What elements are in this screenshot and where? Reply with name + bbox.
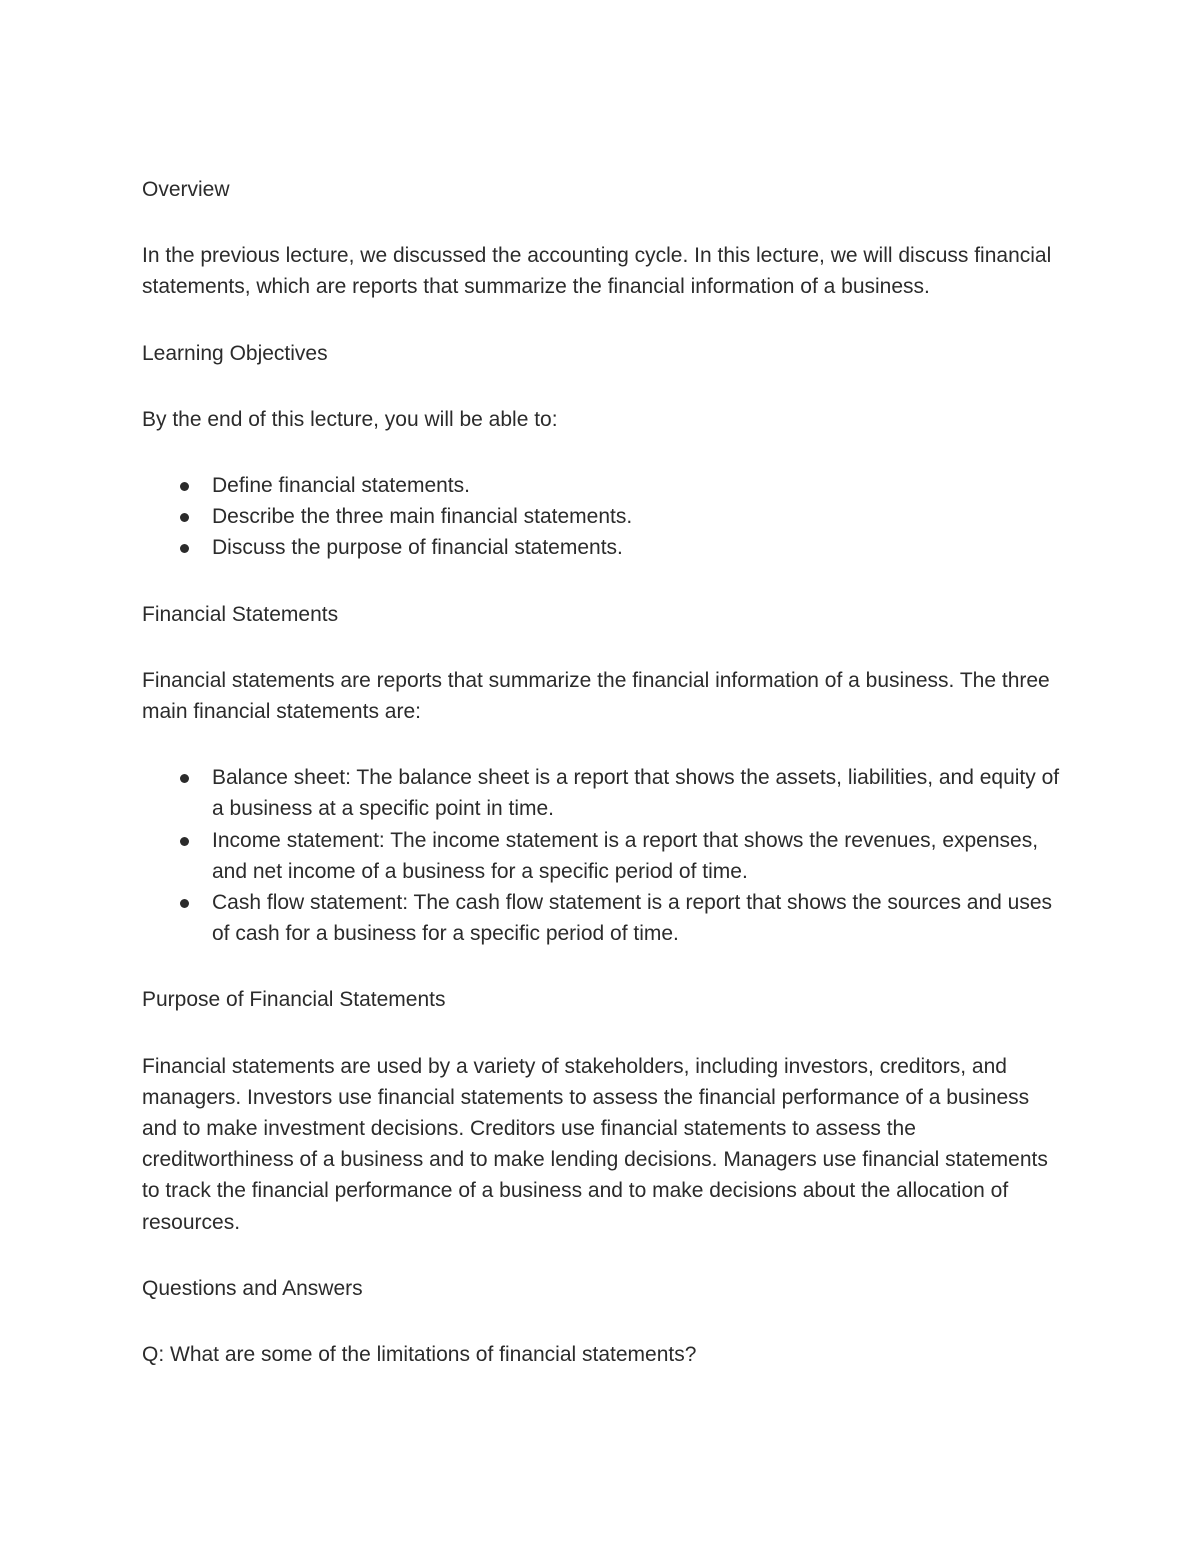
objective-item: Describe the three main financial statements. bbox=[212, 501, 1062, 532]
qa-heading: Questions and Answers bbox=[142, 1276, 363, 1300]
objectives-list bbox=[142, 470, 1062, 564]
objective-item: Discuss the purpose of financial statements. bbox=[212, 532, 1062, 563]
qa-question: Q: What are some of the limitations of financial statements? bbox=[142, 1343, 697, 1367]
statement-item-income-statement: Income statement: The income statement is a report that shows the revenues, expenses, and net income of a business for a specific period of time. bbox=[212, 825, 1062, 887]
overview-paragraph: In the previous lecture, we discussed the accounting cycle. In this lecture, we will discuss financial statements, which are reports that summarize the financial information of a business. bbox=[142, 244, 1052, 299]
statement-item-balance-sheet: Balance sheet: The balance sheet is a report that shows the assets, liabilities, and equity of a business at a specific point in time. bbox=[212, 762, 1062, 824]
learning-objectives-heading: Learning Objectives bbox=[142, 341, 328, 365]
document-page bbox=[142, 174, 1062, 1370]
statements-list bbox=[142, 762, 1062, 949]
overview-heading: Overview bbox=[142, 178, 230, 201]
objective-item: Define financial statements. bbox=[212, 470, 1062, 501]
financial-statements-heading: Financial Statements bbox=[142, 602, 339, 626]
financial-statements-paragraph: Financial statements are reports that summarize the financial information of a business. The three main financial statements are: bbox=[142, 668, 1050, 724]
objectives-intro: By the end of this lecture, you will be able to: bbox=[142, 407, 558, 431]
purpose-heading: Purpose of Financial Statements bbox=[142, 988, 446, 1012]
statement-item-cash-flow: Cash flow statement: The cash flow statement is a report that shows the sources and uses of cash for a business for a specific period of time. bbox=[212, 887, 1062, 949]
purpose-paragraph: Financial statements are used by a variety of stakeholders, including investors, creditors, and managers. Investors use financial statements to assess the financial performance of a business and to make investment decisions. Creditors use financial statements to assess the creditworthiness of a business and to make lending decisions. Managers use financial statements to track the financial performance of a business and to make decisions about the allocation of resources. bbox=[142, 1054, 1048, 1234]
